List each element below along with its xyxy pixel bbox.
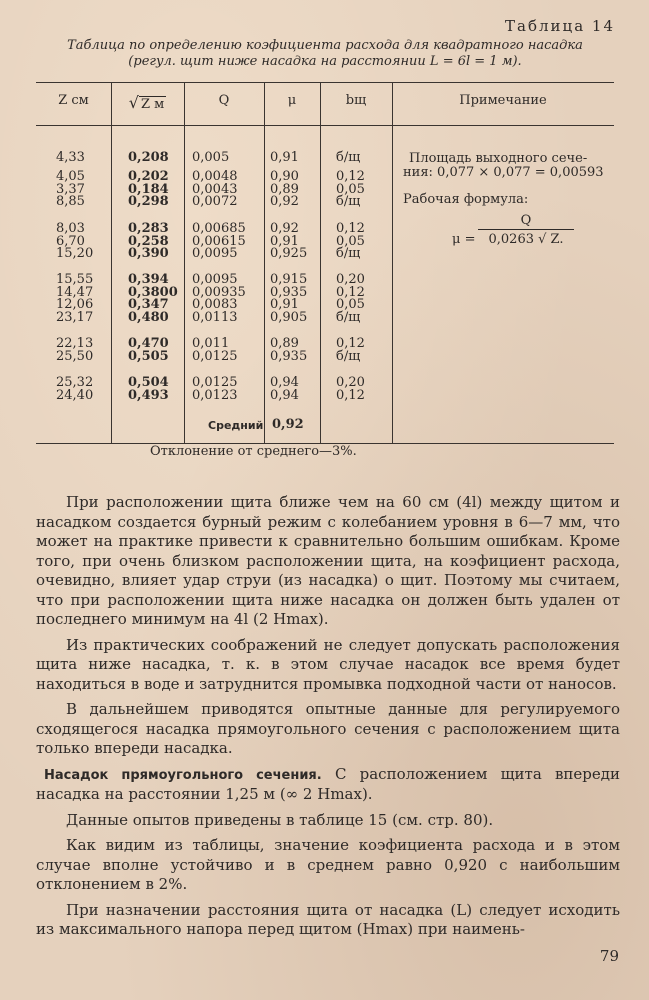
table-cell: 4,33 xyxy=(56,150,85,165)
header-sqrt-z: √ Z м xyxy=(128,93,165,112)
table-cell: 0,505 xyxy=(128,348,169,364)
average-value: 0,92 xyxy=(272,417,304,432)
table-cell: 0,00615 xyxy=(192,233,246,249)
column-divider xyxy=(111,83,112,443)
note-area-line-1: Площадь выходного сече- xyxy=(409,151,588,166)
column-divider xyxy=(184,83,185,443)
table-cell: 0,91 xyxy=(270,150,299,165)
formula-numerator: Q xyxy=(478,213,574,230)
table-cell: 0,283 xyxy=(128,221,169,236)
table-cell: 0,92 xyxy=(270,194,299,210)
table-cell: 0,05 xyxy=(336,233,365,249)
column-divider xyxy=(392,83,393,443)
header-note: Примечание xyxy=(459,93,547,108)
table-cell: 0,0095 xyxy=(192,272,238,287)
paragraph-4 xyxy=(36,765,620,805)
table-cell: 0,20 xyxy=(336,272,365,287)
paragraph-2: Из практических соображений не следует допускать расположения щита ниже насадка, т. к. в этом случае насадок все время будет находиться в воде и затруднится промывка подходной части от наносов. xyxy=(36,635,620,693)
table-cell: 0,94 xyxy=(270,375,299,390)
table-cell: 8,03 xyxy=(56,221,85,236)
table-cell: 0,90 xyxy=(270,169,299,184)
paragraph-3: В дальнейшем приводятся опытные данные для регулируемого сходящегося насадка прямоугольного сечения с расположением щита только впереди насадка. xyxy=(36,700,620,757)
caption-line-2: (регул. щит ниже насадка на расстоянии L = 6l = 1 м). xyxy=(128,54,522,69)
table-cell: 0,0125 xyxy=(192,348,238,364)
table-cell: 0,202 xyxy=(128,169,169,184)
formula-denominator: 0,0263 √ Z. xyxy=(488,232,564,247)
table-cell: 0,89 xyxy=(270,181,299,197)
table-cell: 0,298 xyxy=(128,194,169,210)
table-cell: 0,935 xyxy=(270,348,308,364)
table-cell: 0,480 xyxy=(128,309,169,325)
table-cell: 6,70 xyxy=(56,233,85,249)
table-cell: 14,47 xyxy=(56,284,94,300)
header-rule xyxy=(36,125,614,126)
table-cell: 0,394 xyxy=(128,272,169,287)
table-cell: 4,05 xyxy=(56,169,85,184)
caption-line-1: Таблица по определению коэфициента расхода для квадратного насадка xyxy=(67,38,583,53)
paragraph-4-rest: С расположением щита впереди насадка на расстоянии 1,25 м (∞ 2 Hmax). xyxy=(36,764,620,803)
table-cell: 0,91 xyxy=(270,233,299,249)
table-cell: 0,0043 xyxy=(192,181,238,197)
table-cell: 0,935 xyxy=(270,284,308,300)
section-lead: Насадок прямоугольного сечения. xyxy=(44,767,322,783)
table-cell: 0,005 xyxy=(192,150,230,165)
table-cell: 0,12 xyxy=(336,169,365,184)
table-cell: 0,05 xyxy=(336,297,365,313)
table-caption xyxy=(30,38,620,70)
table-cell: 8,85 xyxy=(56,194,85,210)
body-text xyxy=(36,493,620,940)
table-cell: б/щ xyxy=(336,309,361,325)
table-cell: 23,17 xyxy=(56,309,94,325)
table-cell: 0,0072 xyxy=(192,194,238,210)
table-cell: 0,12 xyxy=(336,221,365,236)
table-cell: 0,925 xyxy=(270,246,308,262)
table-cell: 0,91 xyxy=(270,297,299,313)
paragraph-7: При назначении расстояния щита от насадка (L) следует исходить из максимального напора перед щитом (Hmax) при наимень- xyxy=(36,900,620,938)
table-cell: 0,20 xyxy=(336,375,365,390)
table-cell: 0,3800 xyxy=(128,284,178,300)
deviation-note: Отклонение от среднего—3%. xyxy=(150,444,357,459)
table-cell: 0,89 xyxy=(270,336,299,351)
table-cell: б/щ xyxy=(336,348,361,364)
table-cell: 0,011 xyxy=(192,336,230,351)
paragraph-5: Данные опытов приведены в таблице 15 (см. стр. 80). xyxy=(66,810,494,829)
table-cell: 0,12 xyxy=(336,284,365,300)
table-cell: 0,390 xyxy=(128,246,169,262)
table-cell: б/щ xyxy=(336,150,361,165)
table-cell: 0,347 xyxy=(128,297,169,313)
table-cell: 12,06 xyxy=(56,297,94,313)
table-cell: 0,12 xyxy=(336,336,365,351)
table-cell: 0,0125 xyxy=(192,375,238,390)
paragraph-6: Как видим из таблицы, значение коэфициента расхода и в этом случае вполне устойчиво и в среднем равно 0,920 с наибольшим отклонением в 2%. xyxy=(36,836,620,893)
header-b-shield: bщ xyxy=(345,93,367,108)
table-cell: 0,905 xyxy=(270,309,308,325)
table-cell: 0,05 xyxy=(336,181,365,197)
column-divider xyxy=(320,83,321,443)
column-divider xyxy=(264,83,265,443)
table-cell: 0,0113 xyxy=(192,309,238,325)
table-cell: 0,12 xyxy=(336,387,365,403)
table-cell: 24,40 xyxy=(56,387,94,403)
table-cell: 0,94 xyxy=(270,387,299,403)
table-cell: 0,00685 xyxy=(192,221,246,236)
table-cell: 0,208 xyxy=(128,150,169,165)
table-cell: 0,0123 xyxy=(192,387,238,403)
note-formula-label: Рабочая формула: xyxy=(403,192,529,207)
table-cell: б/щ xyxy=(336,194,361,210)
table-cell: 0,0083 xyxy=(192,297,238,313)
table-cell: 0,0048 xyxy=(192,169,238,184)
table-cell: 0,0095 xyxy=(192,246,238,262)
table-cell: 15,55 xyxy=(56,272,94,287)
table-cell: 0,184 xyxy=(128,181,169,197)
table-cell: 0,493 xyxy=(128,387,169,403)
table-cell: 0,915 xyxy=(270,272,308,287)
table-cell: 3,37 xyxy=(56,181,85,197)
table-cell: 25,50 xyxy=(56,348,94,364)
table-cell: 0,92 xyxy=(270,221,299,236)
table-cell: 15,20 xyxy=(56,246,94,262)
formula-mu: μ = xyxy=(452,232,476,247)
header-q: Q xyxy=(218,93,230,108)
header-z-cm: Z см xyxy=(58,93,89,108)
table-number: Таблица 14 xyxy=(505,17,615,35)
table-cell: 25,32 xyxy=(56,375,94,390)
formula-fraction xyxy=(478,213,574,247)
average-label: Средний xyxy=(208,419,264,432)
paragraph-1: При расположении щита ближе чем на 60 см (4l) между щитом и насадком создается бурный режим с колебанием уровня в 6—7 мм, что может на практике привести к сравнительно большим ошибкам. Кроме того, при очень близком расположении щита, на коэфициент расхода, очевидно, влияет удар струи (из насадка) о щит. Поэтому мы считаем, что при расположении щита ниже насадка он должен быть удален от последнего минимум на 4l (2 Hmax). xyxy=(36,493,620,628)
table-cell: б/щ xyxy=(336,246,361,262)
page-number: 79 xyxy=(599,947,619,965)
table-cell: 0,258 xyxy=(128,233,169,249)
note-area-line-2: ния: 0,077 × 0,077 = 0,00593 xyxy=(403,165,604,180)
table-cell: 0,470 xyxy=(128,336,169,351)
table-cell: 22,13 xyxy=(56,336,94,351)
table-cell: 0,00935 xyxy=(192,284,246,300)
header-mu: μ xyxy=(287,93,297,108)
data-table xyxy=(36,82,614,444)
radical-sign-icon: √ xyxy=(128,93,139,112)
table-cell: 0,504 xyxy=(128,375,169,390)
